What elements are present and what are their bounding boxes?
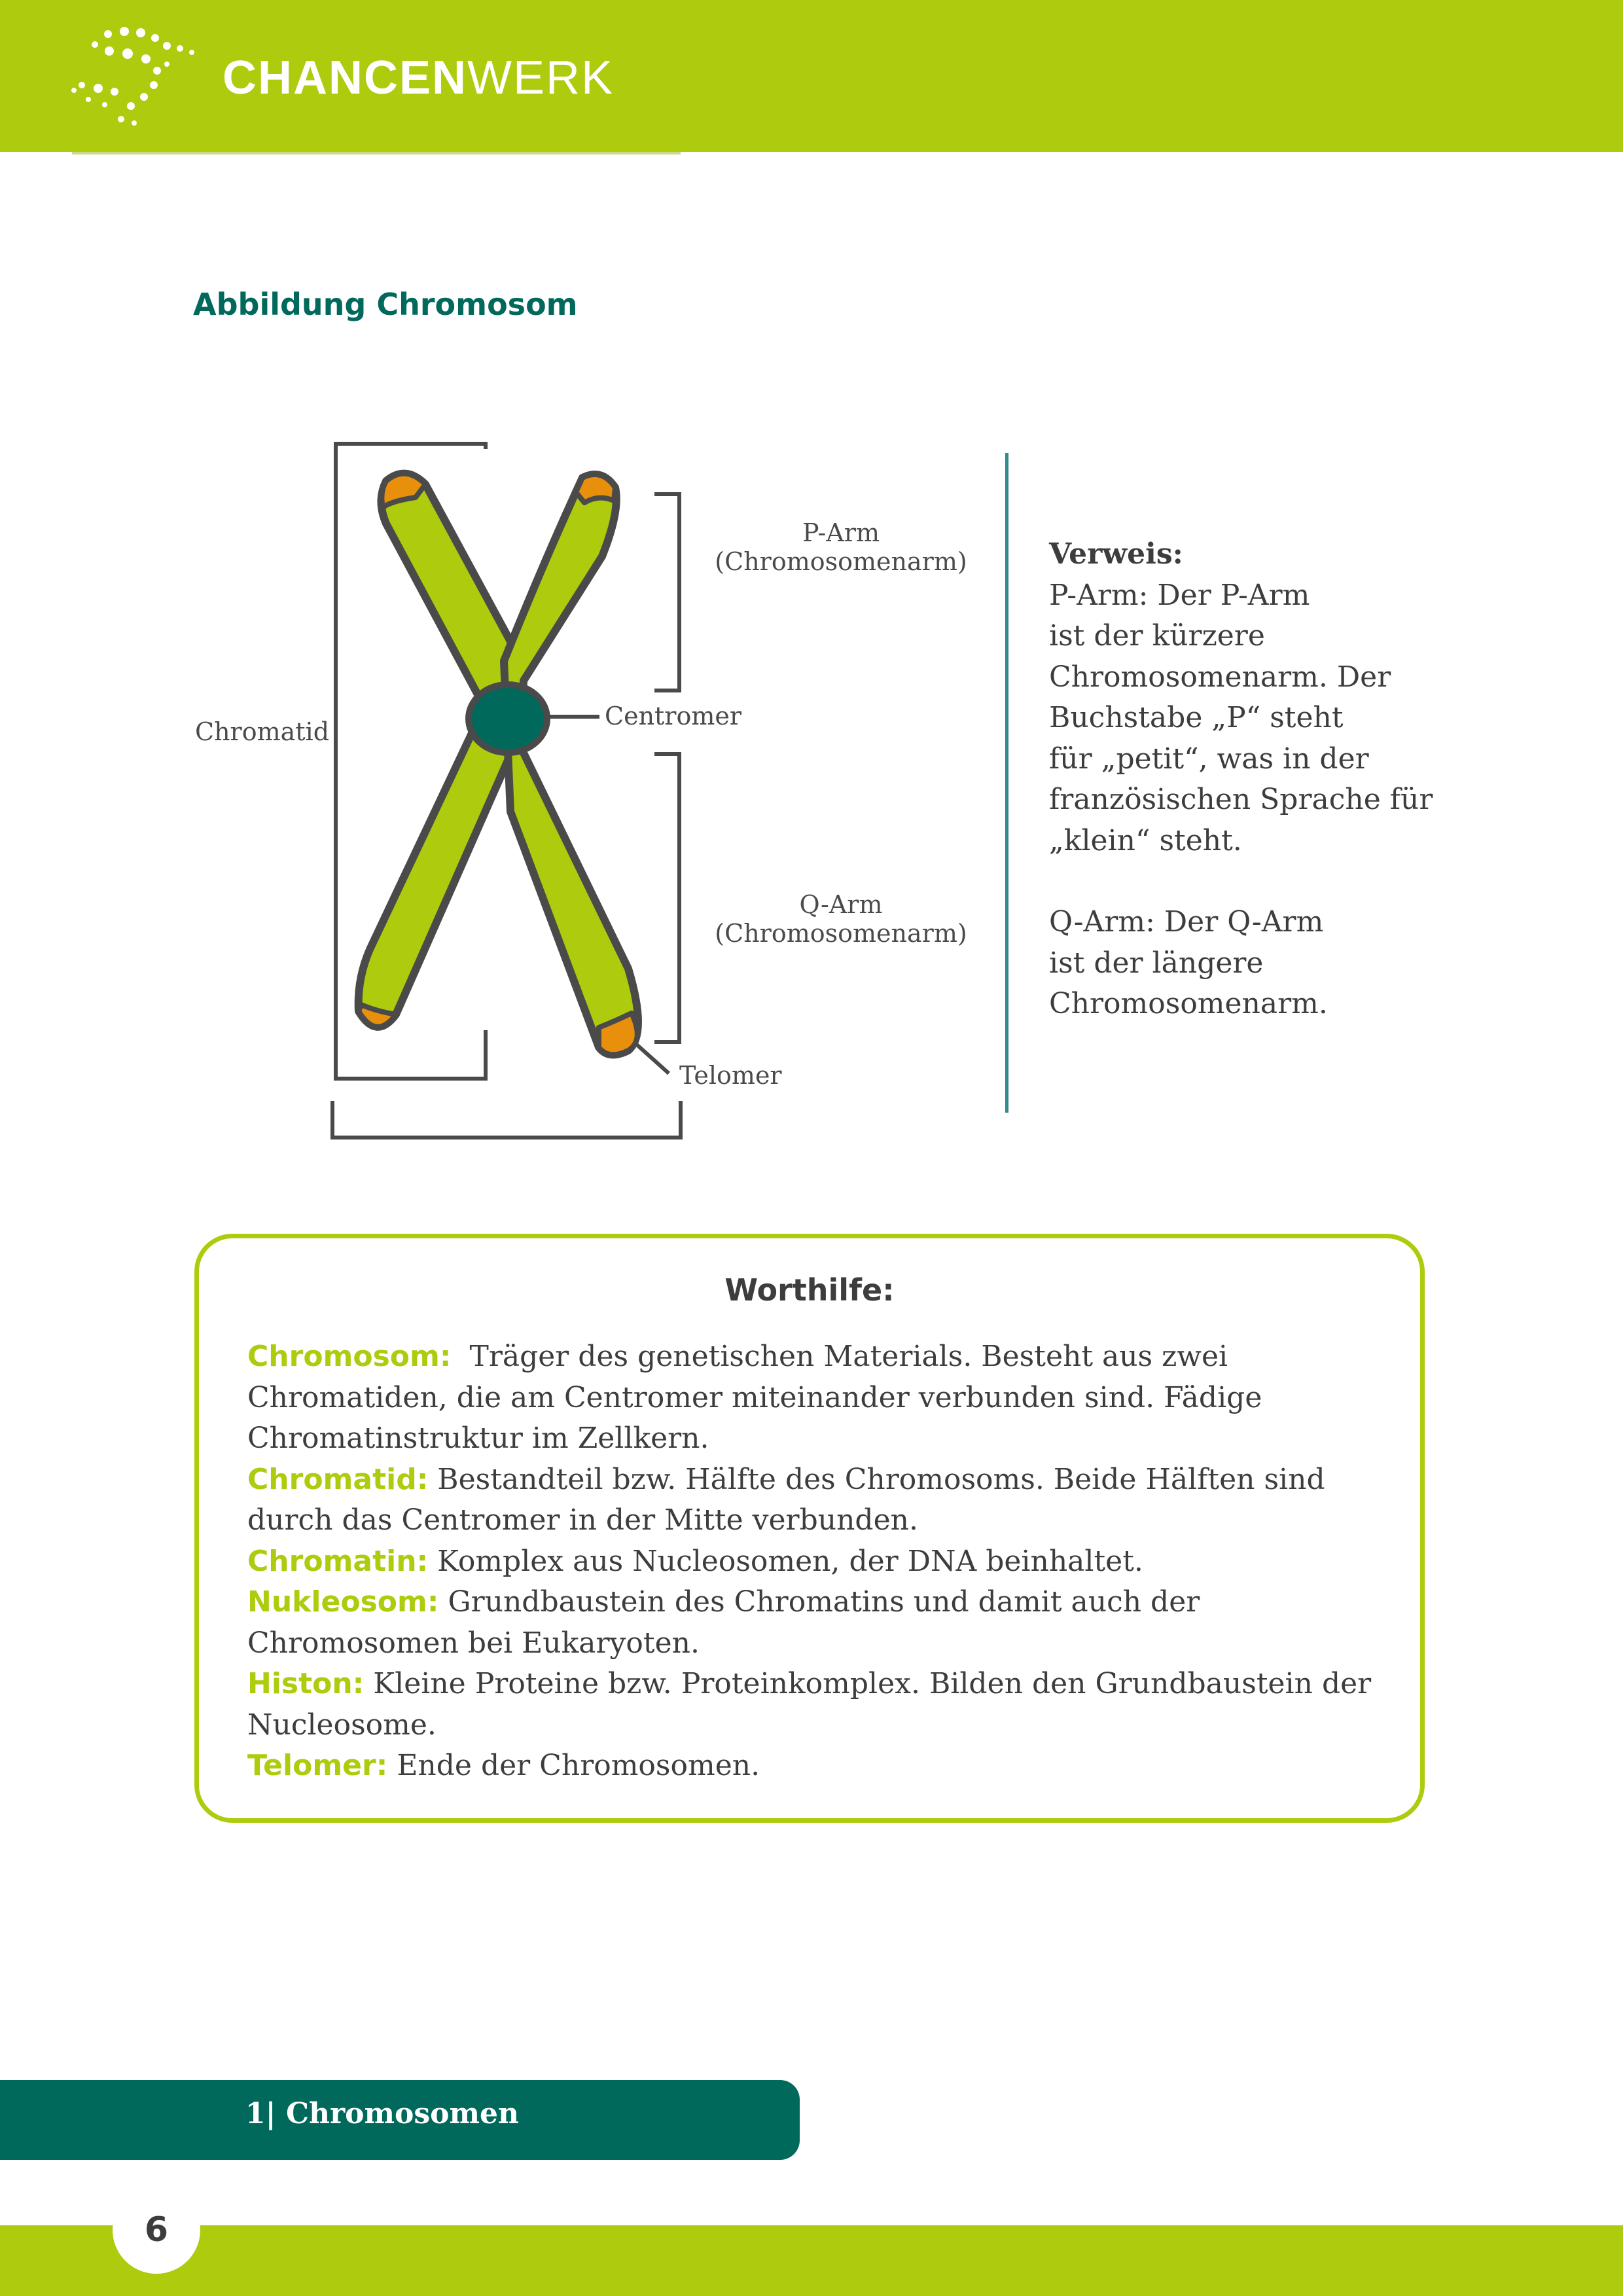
glossary-term: Chromatin: (247, 1544, 429, 1578)
note-line: Q-Arm: Der Q-Arm (1049, 905, 1324, 939)
glossary-entry (247, 1460, 1386, 1501)
note-gap (1049, 861, 1507, 902)
note-line: P-Arm: Der P-Arm (1049, 578, 1310, 612)
page-number: 6 (113, 2186, 200, 2274)
chapter-label: 1| Chromosomen (245, 2097, 520, 2130)
glossary-entry (247, 1541, 1386, 1583)
note-line: „klein“ steht. (1049, 823, 1242, 857)
note-line: für „petit“, was in der (1049, 742, 1369, 776)
brand-bold: CHANCEN (223, 52, 467, 104)
glossary-title: Worthilfe: (724, 1272, 895, 1308)
glossary-box (194, 1234, 1425, 1823)
glossary-term: Chromosom: (247, 1340, 452, 1373)
figure-title: Abbildung Chromosom (193, 287, 578, 322)
glossary-term: Telomer: (247, 1749, 388, 1782)
note-line: Buchstabe „P“ steht (1049, 701, 1344, 734)
glossary-text: Grundbaustein des Chromatins und damit auch der (448, 1585, 1200, 1619)
glossary-text: Chromatiden, die am Centromer miteinander verbunden sind. Fädige (247, 1380, 1262, 1414)
glossary-text: durch das Centromer in der Mitte verbunden. (247, 1503, 918, 1537)
footer-bar (0, 2225, 1623, 2296)
q-arm-bracket (654, 754, 679, 1042)
label-p-arm: P-Arm (802, 518, 880, 547)
glossary-text: Bestandteil bzw. Hälfte des Chromosoms. Beide Hälften sind (437, 1462, 1325, 1496)
glossary-list (247, 1336, 1386, 1787)
glossary-term: Chromatid: (247, 1462, 429, 1496)
label-centromer: Centromer (605, 702, 742, 730)
chromatid-right (504, 475, 638, 1054)
note-line: ist der kürzere (1049, 619, 1265, 653)
centromer-shape (469, 685, 547, 753)
glossary-text: Nucleosome. (247, 1708, 437, 1742)
glossary-term: Nukleosom: (247, 1585, 439, 1619)
label-telomer: Telomer (679, 1061, 782, 1090)
note-line: ist der längere (1049, 946, 1264, 980)
note-line: Chromosomenarm. Der (1049, 660, 1391, 694)
glossary-text: Träger des genetischen Materials. Besteht aus zwei (469, 1340, 1228, 1373)
glossary-entry (247, 1582, 1386, 1623)
note-divider (1005, 453, 1008, 1113)
glossary-term: Histon: (247, 1667, 365, 1700)
glossary-entry (247, 1336, 1386, 1378)
label-p-arm-sub: (Chromosomenarm) (715, 547, 967, 576)
label-q-arm-sub: (Chromosomenarm) (715, 919, 967, 948)
p-arm-bracket (654, 494, 679, 691)
telomer-top-right (576, 475, 615, 503)
glossary-text: Kleine Proteine bzw. Proteinkomplex. Bilden den Grundbaustein der (373, 1667, 1372, 1700)
glossary-text: Komplex aus Nucleosomen, der DNA beinhaltet. (437, 1544, 1143, 1578)
glossary-text: Chromosomen bei Eukaryoten. (247, 1626, 700, 1660)
brand-light: WERK (467, 52, 614, 104)
glossary-entry (247, 1746, 1386, 1787)
label-q-arm: Q-Arm (799, 890, 883, 919)
note-line: Chromosomenarm. (1049, 987, 1328, 1020)
glossary-text: Ende der Chromosomen. (397, 1749, 760, 1782)
note-heading: Verweis: (1049, 537, 1183, 571)
label-chromatid: Chromatid (195, 717, 330, 746)
chromosome (359, 474, 638, 1055)
reference-note (1049, 534, 1507, 1025)
note-line: französischen Sprache für (1049, 783, 1433, 816)
glossary-entry (247, 1664, 1386, 1705)
bottom-bracket (332, 1101, 681, 1138)
glossary-text: Chromatinstruktur im Zellkern. (247, 1422, 709, 1455)
